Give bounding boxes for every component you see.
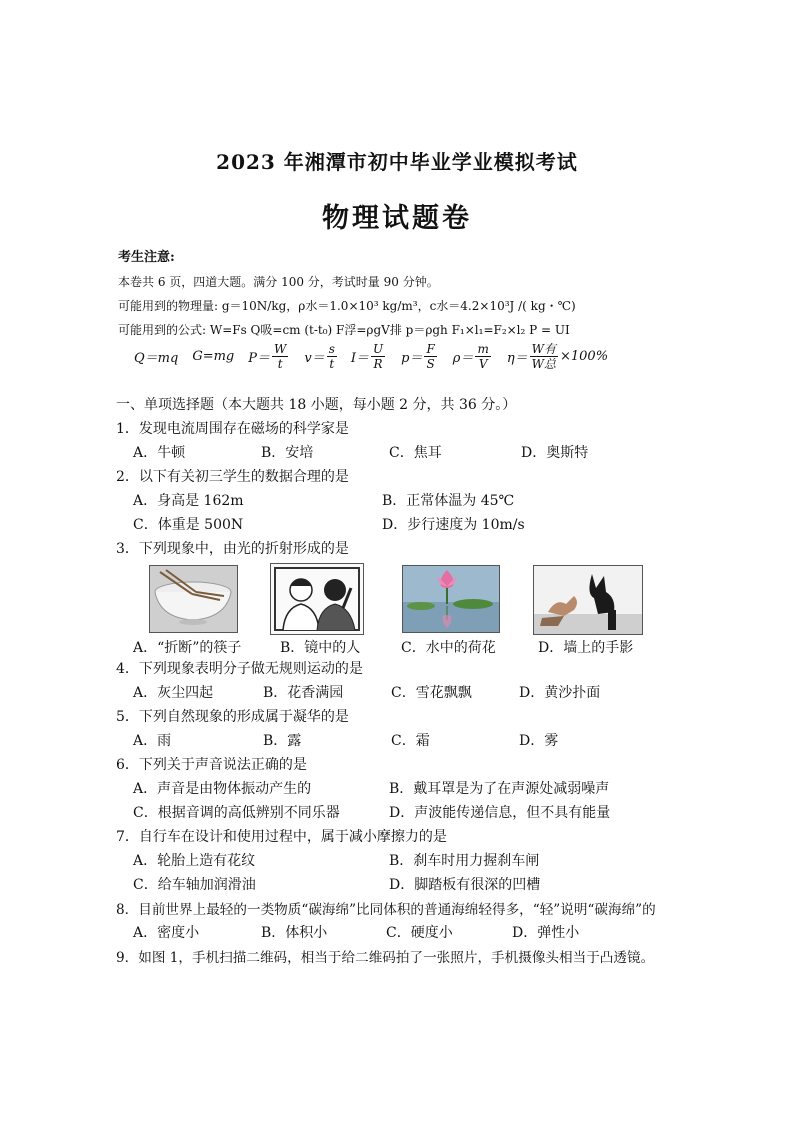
mirror-person-icon — [271, 564, 363, 634]
notice-line-1: 本卷共 6 页，四道大题。满分 100 分，考试时量 90 分钟。 — [118, 275, 439, 289]
question-5-option-a[interactable]: A．雨 — [133, 733, 172, 749]
question-9-stem: 9．如图 1，手机扫描二维码，相当于给二维码拍了一张照片，手机摄像头相当于凸透镜。 — [116, 950, 655, 966]
hand-shadow-image — [533, 565, 643, 635]
question-3-option-d[interactable]: D．墙上的手影 — [538, 640, 634, 656]
bowl-chopsticks-icon — [150, 566, 237, 632]
question-2-stem: 2．以下有关初三学生的数据合理的是 — [116, 469, 349, 485]
question-7-option-b[interactable]: B．刹车时用力握刹车闸 — [389, 853, 540, 869]
question-8-option-c[interactable]: C．硬度小 — [386, 925, 453, 941]
lotus-reflection-image — [402, 565, 500, 633]
question-3-option-b[interactable]: B．镜中的人 — [280, 640, 361, 656]
formula-heat: Q＝mq — [134, 351, 179, 366]
formula-efficiency-tail: ×100% — [559, 349, 609, 364]
question-6-option-d[interactable]: D．声波能传递信息，但不具有能量 — [389, 805, 611, 821]
formula-gravity: G=mg — [192, 349, 235, 364]
formula-current-fraction: $\frac{U}{R}$ — [373, 342, 384, 371]
question-3-stem: 3．下列现象中，由光的折射形成的是 — [116, 541, 349, 557]
formula-pressure-fraction: $\frac{F}{S}$ — [426, 342, 435, 371]
question-7-option-d[interactable]: D．脚踏板有很深的凹槽 — [389, 877, 541, 893]
formula-speed-lhs: v＝ — [304, 351, 325, 366]
question-4-option-c[interactable]: C．雪花飘飘 — [391, 685, 472, 701]
question-2-option-b[interactable]: B．正常体温为 45℃ — [382, 493, 515, 509]
notice-heading: 考生注意: — [118, 250, 175, 265]
question-6-stem: 6．下列关于声音说法正确的是 — [116, 757, 307, 773]
bowl-chopsticks-image — [149, 565, 238, 633]
formula-row — [134, 342, 608, 371]
question-4-option-b[interactable]: B．花香满园 — [263, 685, 344, 701]
question-5-option-b[interactable]: B．露 — [263, 733, 302, 749]
formula-pressure-lhs: p＝ — [401, 351, 423, 366]
formula-speed-fraction: $\frac{s}{t}$ — [328, 342, 335, 371]
question-2-option-d[interactable]: D．步行速度为 10m/s — [382, 517, 525, 533]
question-1-option-b[interactable]: B．安培 — [261, 445, 314, 461]
question-4-stem: 4．下列现象表明分子做无规则运动的是 — [116, 661, 363, 677]
formula-efficiency-fraction: $\frac{\text{W有}}{\text{W总}}$ — [531, 342, 556, 371]
question-5-stem: 5．下列自然现象的形成属于凝华的是 — [116, 709, 349, 725]
hand-shadow-icon — [534, 566, 642, 634]
question-8-stem: 8．目前世界上最轻的一类物质“碳海绵”比同体积的普通海绵轻得多，“轻”说明“碳海绵”的 — [116, 902, 656, 918]
formula-power-lhs: P＝ — [248, 351, 270, 366]
question-1-option-a[interactable]: A．牛顿 — [133, 445, 186, 461]
notice-formulas: 可能用到的公式: W=Fs Q吸=cm (t-t₀) F浮=ρgV排 p＝ρgh F₁×l₁=F₂×l₂ P = UI — [118, 323, 570, 337]
question-4-option-a[interactable]: A．灰尘四起 — [133, 685, 214, 701]
mirror-person-image — [270, 563, 364, 635]
formula-current-lhs: I＝ — [350, 351, 370, 366]
question-1-option-d[interactable]: D．奥斯特 — [521, 445, 589, 461]
question-8-option-b[interactable]: B．体积小 — [261, 925, 328, 941]
question-1-option-c[interactable]: C．焦耳 — [389, 445, 442, 461]
question-3-option-c[interactable]: C．水中的荷花 — [401, 640, 496, 656]
formula-power-fraction: $\frac{W}{t}$ — [274, 342, 287, 371]
question-2-option-a[interactable]: A．身高是 162m — [133, 493, 244, 509]
question-7-option-c[interactable]: C．给车轴加润滑油 — [133, 877, 256, 893]
notice-constants: 可能用到的物理量: g＝10N/kg，ρ水＝1.0×10³ kg/m³，c水＝4.2×10³J /( kg・℃) — [118, 299, 576, 313]
question-7-option-a[interactable]: A．轮胎上造有花纹 — [133, 853, 256, 869]
question-6-option-c[interactable]: C．根据音调的高低辨别不同乐器 — [133, 805, 340, 821]
question-3-option-a[interactable]: A．“折断”的筷子 — [133, 640, 242, 656]
question-6-option-a[interactable]: A．声音是由物体振动产生的 — [133, 781, 312, 797]
question-5-option-d[interactable]: D．雾 — [519, 733, 559, 749]
paper-title: 物理试题卷 — [322, 203, 472, 234]
question-1-stem: 1．发现电流周围存在磁场的科学家是 — [116, 421, 349, 437]
question-6-option-b[interactable]: B．戴耳罩是为了在声源处减弱噪声 — [389, 781, 610, 797]
question-4-option-d[interactable]: D．黄沙扑面 — [519, 685, 601, 701]
formula-density-fraction: $\frac{m}{V}$ — [477, 342, 489, 371]
question-8-option-a[interactable]: A．密度小 — [133, 925, 200, 941]
question-7-stem: 7．自行车在设计和使用过程中，属于减小摩擦力的是 — [116, 829, 447, 845]
question-2-option-c[interactable]: C．体重是 500N — [133, 517, 244, 533]
question-5-option-c[interactable]: C．霜 — [391, 733, 430, 749]
formula-efficiency-lhs: η＝ — [506, 351, 528, 366]
formula-density-lhs: ρ＝ — [452, 351, 474, 366]
lotus-icon — [403, 566, 499, 632]
question-8-option-d[interactable]: D．弹性小 — [512, 925, 580, 941]
section-heading: 一、单项选择题（本大题共 18 小题，每小题 2 分，共 36 分。） — [116, 397, 517, 413]
exam-title: 2023 年湘潭市初中毕业学业模拟考试 — [216, 150, 578, 174]
